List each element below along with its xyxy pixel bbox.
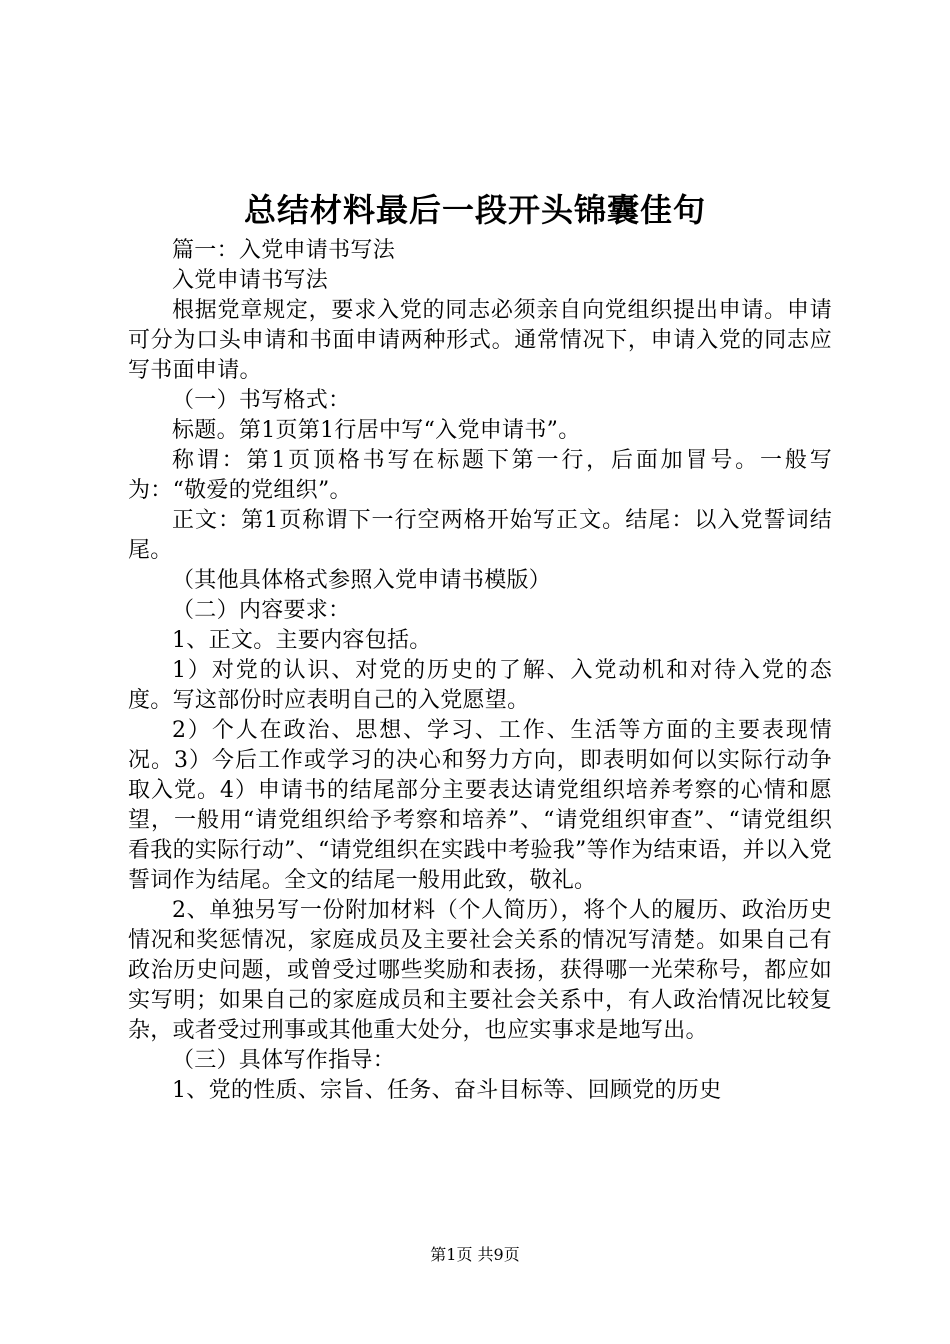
paragraph: 根据党章规定，要求入党的同志必须亲自向党组织提出申请。申请可分为口头申请和书面申请两种形式。通常情况下，申请入党的同志应写书面申请。 xyxy=(128,298,832,383)
paragraph: 2、单独另写一份附加材料（个人简历），将个人的履历、政治历史情况和奖惩情况，家庭成员及主要社会关系的情况写清楚。如果自己有政治历史问题，或曾受过哪些奖励和表扬，获得哪一光荣称号，都应如实写明；如果自己的家庭成员和主要社会关系中，有人政治情况比较复杂，或者受过刑事或其他重大处分，也应实事求是地写出。 xyxy=(128,898,832,1043)
paragraph: 篇一：入党申请书写法 xyxy=(172,238,396,263)
paragraph: 称谓：第1页顶格书写在标题下第一行，后面加冒号。一般写为：“敬爱的党组织”。 xyxy=(128,448,832,503)
page-footer: 第1页 共9页 xyxy=(430,1245,520,1264)
paragraph: 正文：第1页称谓下一行空两格开始写正文。结尾：以入党誓词结尾。 xyxy=(128,508,832,563)
paragraph: （一）书写格式： xyxy=(172,388,351,413)
paragraph: 1、党的性质、宗旨、任务、奋斗目标等、回顾党的历史 xyxy=(172,1078,722,1103)
paragraph: （三）具体写作指导： xyxy=(172,1048,396,1073)
document-title: 总结材料最后一段开头锦囊佳句 xyxy=(243,191,706,229)
paragraph: （二）内容要求： xyxy=(172,598,351,623)
paragraph: 标题。第1页第1行居中写“入党申请书”。 xyxy=(172,418,581,443)
paragraph: 1、正文。主要内容包括。 xyxy=(172,628,432,653)
paragraph: 2）个人在政治、思想、学习、工作、生活等方面的主要表现情况。3）今后工作或学习的决心和努力方向，即表明如何以实际行动争取入党。4）申请书的结尾部分主要表达请党组织培养考察的心情和愿望，一般用“请党组织给予考察和培养”、“请党组织审查”、“请党组织看我的实际行动”、“请党组织在实践中考验我”等作为结束语，并以入党誓词作为结尾。全文的结尾一般用此致，敬礼。 xyxy=(128,718,832,893)
paragraph: （其他具体格式参照入党申请书模版） xyxy=(172,568,552,593)
paragraph: 入党申请书写法 xyxy=(172,268,329,293)
document-body xyxy=(128,236,832,1106)
paragraph: 1）对党的认识、对党的历史的了解、入党动机和对待入党的态度。写这部份时应表明自己的入党愿望。 xyxy=(128,658,832,713)
